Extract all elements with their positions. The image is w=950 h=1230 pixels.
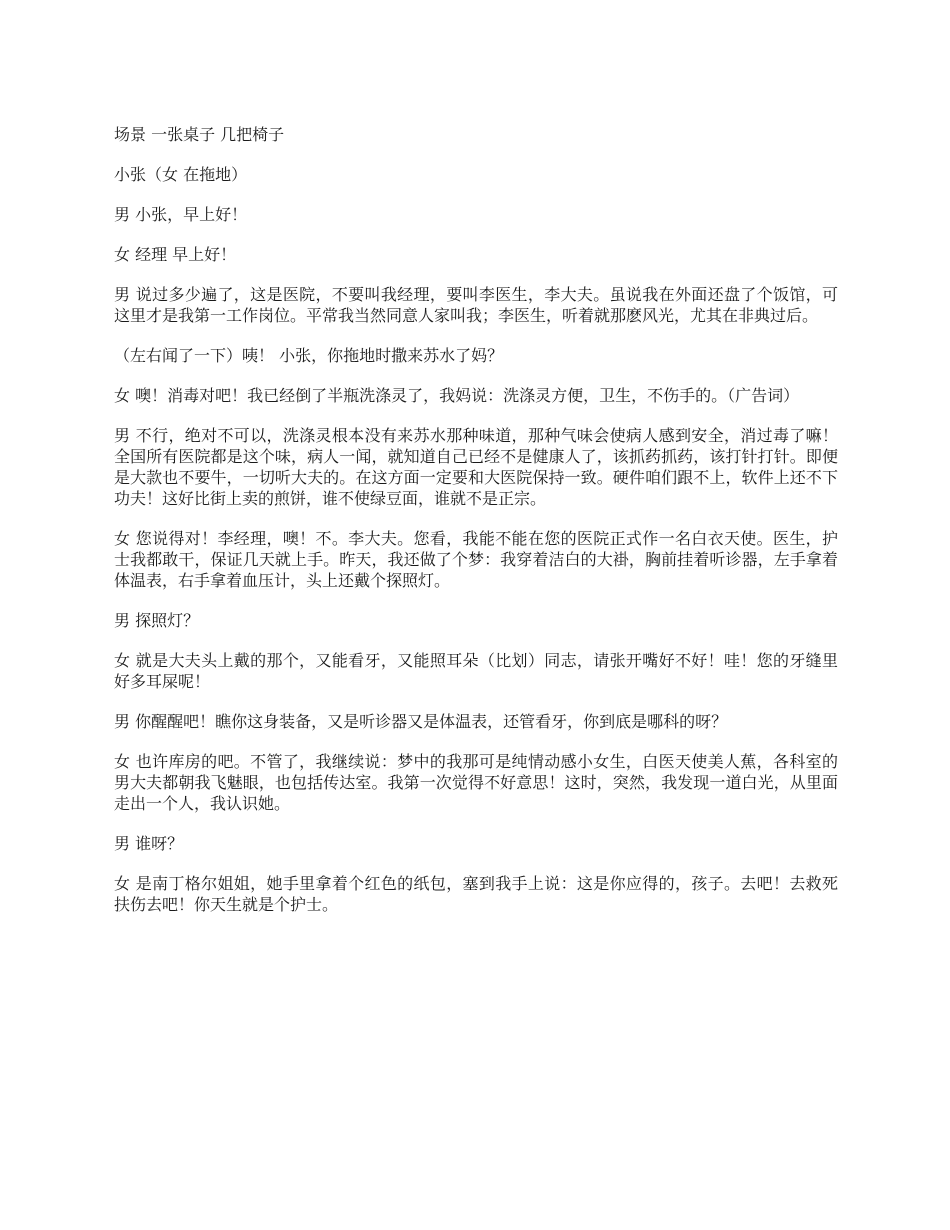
dialogue-line: 女 您说得对！李经理，噢！不。李大夫。您看，我能不能在您的医院正式作一名白衣天使。医生，护士我都敢干，保证几天就上手。昨天，我还做了个梦：我穿着洁白的大褂，胸前挂着听诊器，左手拿着体温表，右手拿着血压计，头上还戴个探照灯。 <box>114 529 838 590</box>
dialogue-line: 女 是南丁格尔姐姐，她手里拿着个红色的纸包，塞到我手上说：这是你应得的，孩子。去吧！去救死扶伤去吧！你天生就是个护士。 <box>114 874 838 914</box>
dialogue-line: 女 经理 早上好！ <box>114 245 237 264</box>
dialogue-line: 男 说过多少遍了，这是医院，不要叫我经理，要叫李医生，李大夫。虽说我在外面还盘了个饭馆，可这里才是我第一工作岗位。平常我当然同意人家叫我；李医生，听着就那麽风光，尤其在非典过后。 <box>114 285 838 325</box>
document-body <box>114 124 838 934</box>
dialogue-line: 女 噢！消毒对吧！我已经倒了半瓶洗涤灵了，我妈说：洗涤灵方便，卫生，不伤手的。（广告词） <box>114 386 800 405</box>
dialogue-line: 男 谁呀？ <box>114 834 184 853</box>
scene-heading: 场景 一张桌子 几把椅子 <box>114 125 285 144</box>
dialogue-line: 女 也许库房的吧。不管了，我继续说：梦中的我那可是纯情动感小女生，白医天使美人蕉，各科室的男大夫都朝我飞魅眼，也包括传达室。我第一次觉得不好意思！这时，突然，我发现一道白光，从里面走出一个人，我认识她。 <box>114 752 838 813</box>
dialogue-line: 男 你醒醒吧！瞧你这身装备，又是听诊器又是体温表，还管看牙，你到底是哪科的呀？ <box>114 712 728 731</box>
stage-direction: 小张（女 在拖地） <box>114 165 248 184</box>
dialogue-line: 男 不行，绝对不可以，洗涤灵根本没有来苏水那种味道，那种气味会使病人感到安全，消过毒了嘛！全国所有医院都是这个味，病人一闻，就知道自己已经不是健康人了，该抓药抓药，该打针打针。即便是大款也不要牛，一切听大夫的。在这方面一定要和大医院保持一致。硬件咱们跟不上，软件上还不下功夫！这好比街上卖的煎饼，谁不使绿豆面，谁就不是正宗。 <box>114 426 838 508</box>
dialogue-line: 男 探照灯？ <box>114 611 200 630</box>
dialogue-line: （左右闻了一下）咦！ 小张，你拖地时撒来苏水了妈？ <box>114 346 504 365</box>
dialogue-line: 女 就是大夫头上戴的那个，又能看牙，又能照耳朵（比划）同志，请张开嘴好不好！哇！您的牙缝里好多耳屎呢！ <box>114 651 838 691</box>
dialogue-line: 男 小张，早上好！ <box>114 205 248 224</box>
